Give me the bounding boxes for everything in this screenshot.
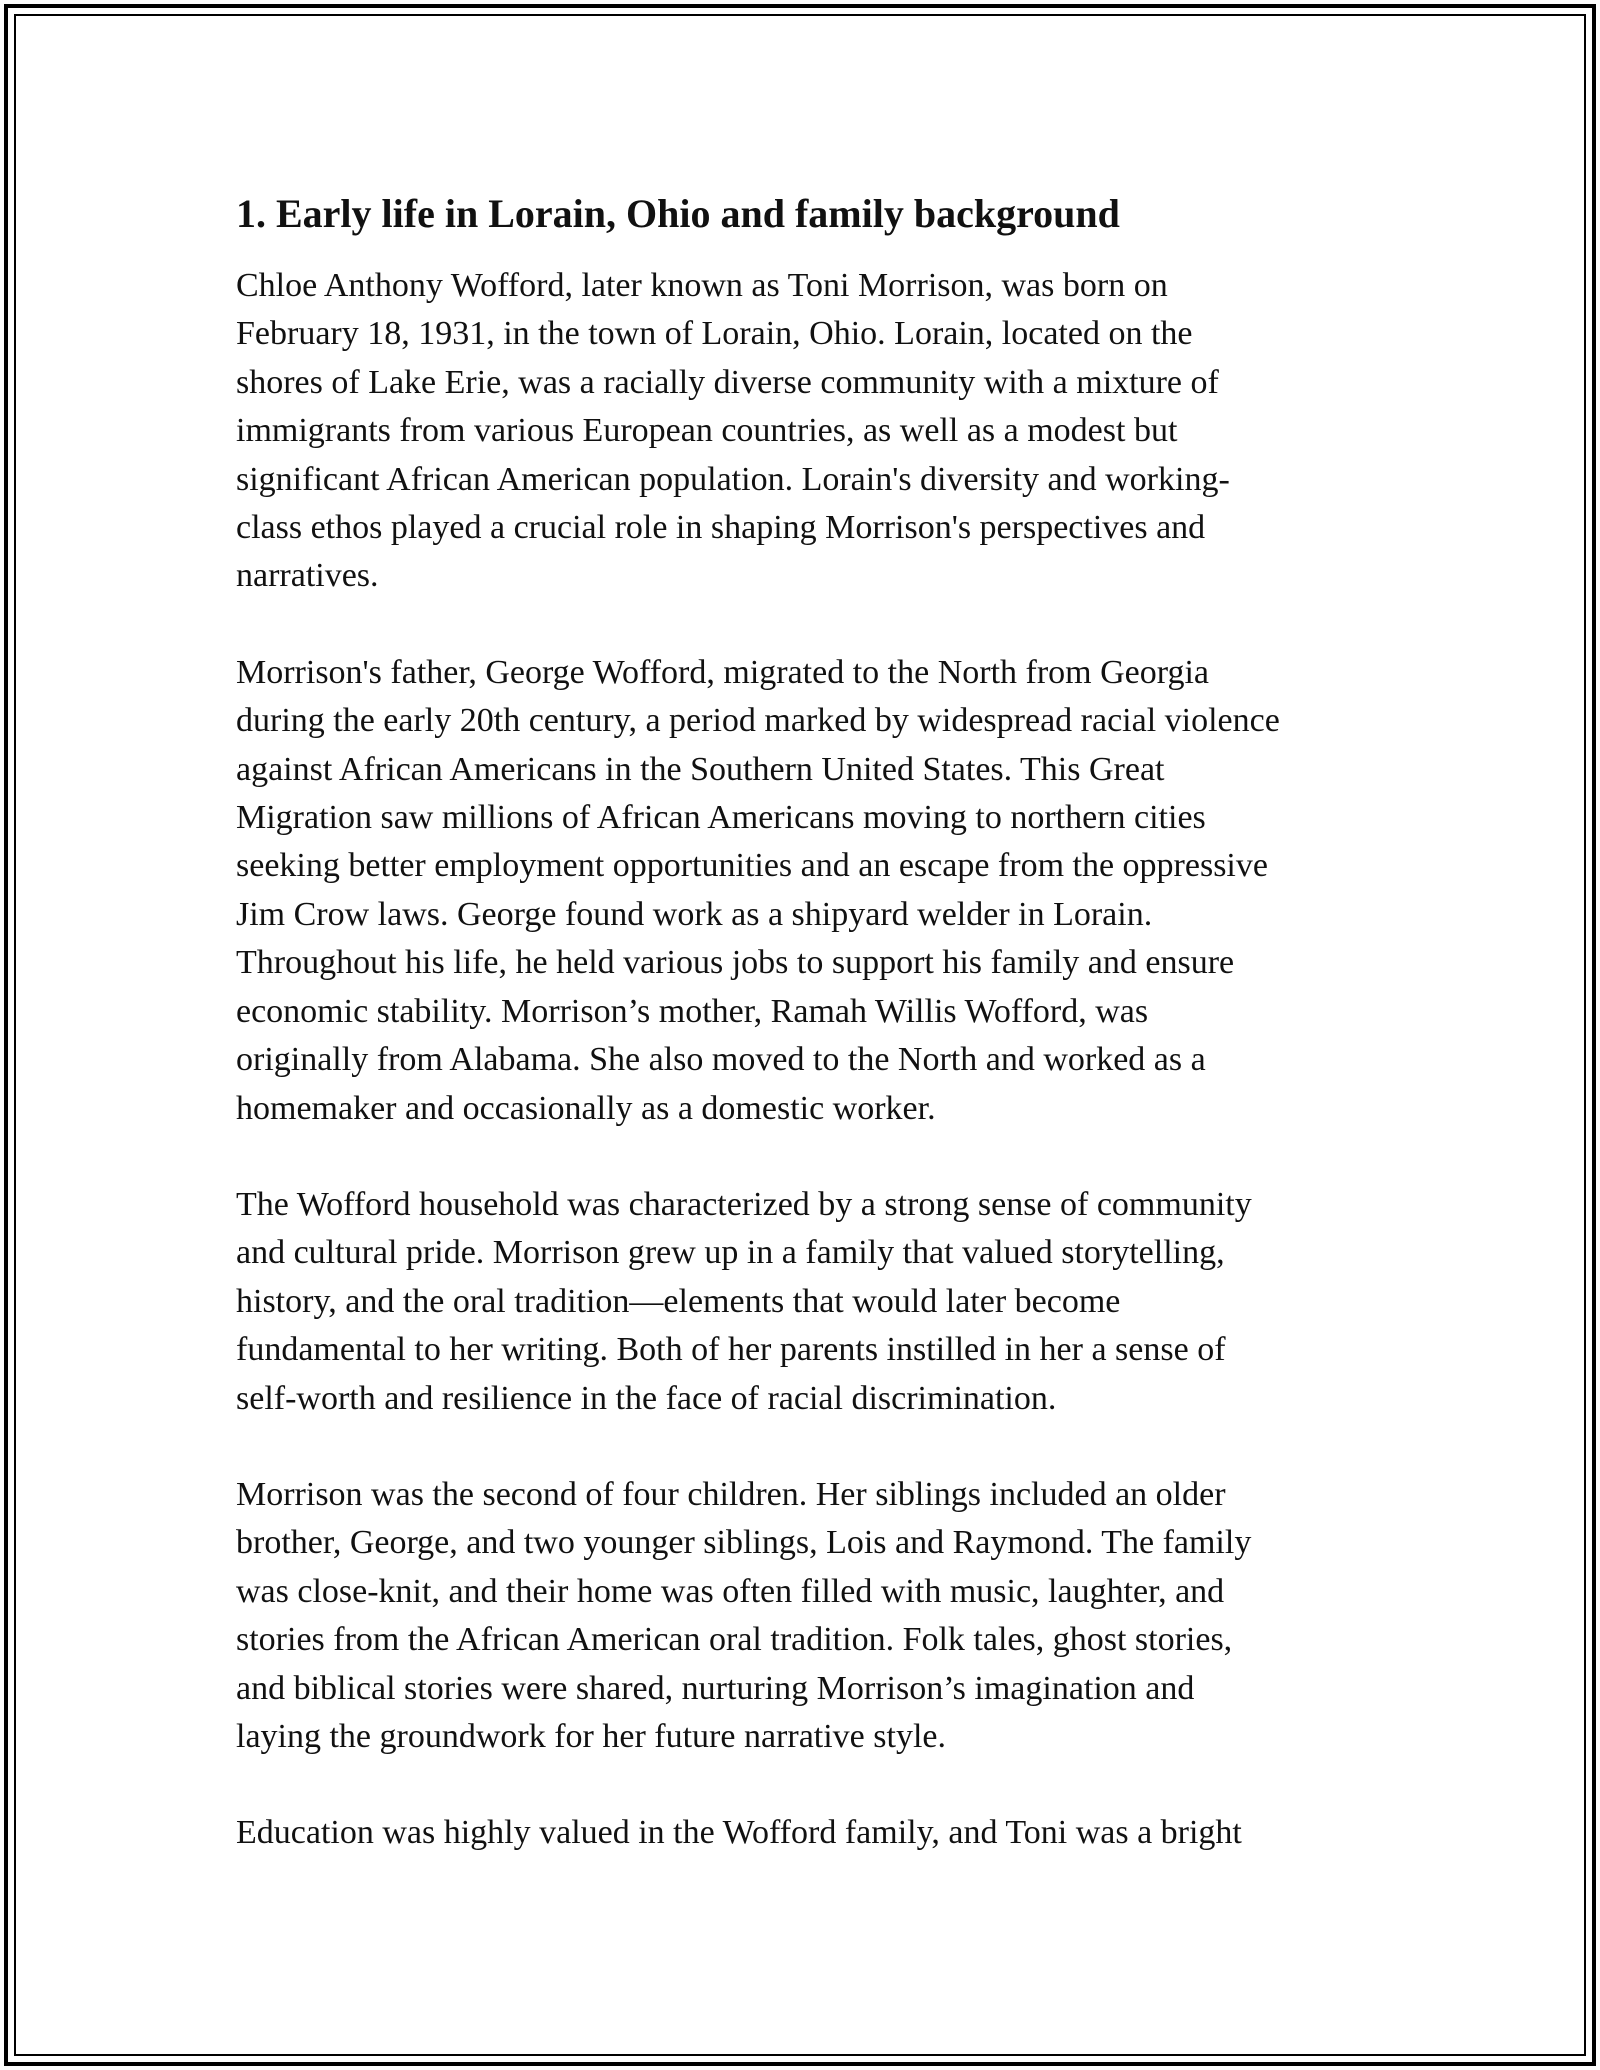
paragraph-line: February 18, 1931, in the town of Lorain, Ohio. Lorain, located on the (236, 315, 1193, 353)
paragraph-line: Migration saw millions of African Americans moving to northern cities (236, 799, 1206, 837)
paragraph-line: laying the groundwork for her future narrative style. (236, 1717, 946, 1755)
paragraph (236, 1181, 1386, 1423)
paragraph-line: history, and the oral tradition—elements that would later become (236, 1282, 1121, 1320)
paragraph-line: stories from the African American oral tradition. Folk tales, ghost stories, (236, 1621, 1233, 1659)
paragraph-line: seeking better employment opportunities and an escape from the oppressive (236, 847, 1268, 885)
paragraph-line: originally from Alabama. She also moved to the North and worked as a (236, 1041, 1206, 1079)
paragraph-line: was close-knit, and their home was often filled with music, laughter, and (236, 1572, 1225, 1610)
paragraph (236, 1809, 1386, 1857)
paragraph-line: Jim Crow laws. George found work as a shipyard welder in Lorain. (236, 895, 1153, 933)
paragraph-line: The Wofford household was characterized by a strong sense of community (236, 1185, 1252, 1223)
paragraph-line: brother, George, and two younger siblings, Lois and Raymond. The family (236, 1524, 1252, 1562)
paragraph-line: Chloe Anthony Wofford, later known as Toni Morrison, was born on (236, 267, 1168, 304)
paragraph-line: Throughout his life, he held various jobs to support his family and ensure (236, 944, 1235, 982)
paragraph-line: significant African American population. Lorain's diversity and working- (236, 460, 1230, 498)
paragraph-line: fundamental to her writing. Both of her parents instilled in her a sense of (236, 1331, 1226, 1369)
paragraph-line: Education was highly valued in the Wofford family, and Toni was a bright (236, 1814, 1242, 1852)
paragraph-line: narratives. (236, 557, 379, 595)
paragraph-line: homemaker and occasionally as a domestic worker. (236, 1089, 936, 1127)
paragraph-line: self-worth and resilience in the face of racial discrimination. (236, 1379, 1057, 1417)
paragraph-line: Morrison's father, George Wofford, migrated to the North from Georgia (236, 653, 1210, 691)
paragraph (236, 649, 1386, 1133)
paragraph-line: immigrants from various European countries, as well as a modest but (236, 412, 1178, 450)
paragraph-line: economic stability. Morrison’s mother, Ramah Willis Wofford, was (236, 992, 1149, 1030)
paragraph-line: against African Americans in the Southern United States. This Great (236, 750, 1165, 788)
paragraph-line: and cultural pride. Morrison grew up in a family that valued storytelling, (236, 1234, 1225, 1272)
paragraph (236, 262, 1386, 601)
paragraph-line: Morrison was the second of four children. Her siblings included an older (236, 1475, 1226, 1513)
paragraph-line: and biblical stories were shared, nurturing Morrison’s imagination and (236, 1669, 1195, 1707)
paragraph-list (236, 262, 1386, 1858)
paragraph (236, 1471, 1386, 1761)
document-body (236, 186, 1386, 1906)
paragraph-line: during the early 20th century, a period marked by widespread racial violence (236, 702, 1280, 740)
paragraph-line: class ethos played a crucial role in shaping Morrison's perspectives and (236, 509, 1206, 547)
paragraph-line: shores of Lake Erie, was a racially diverse community with a mixture of (236, 363, 1219, 401)
section-heading: 1. Early life in Lorain, Ohio and family background (236, 191, 1120, 236)
